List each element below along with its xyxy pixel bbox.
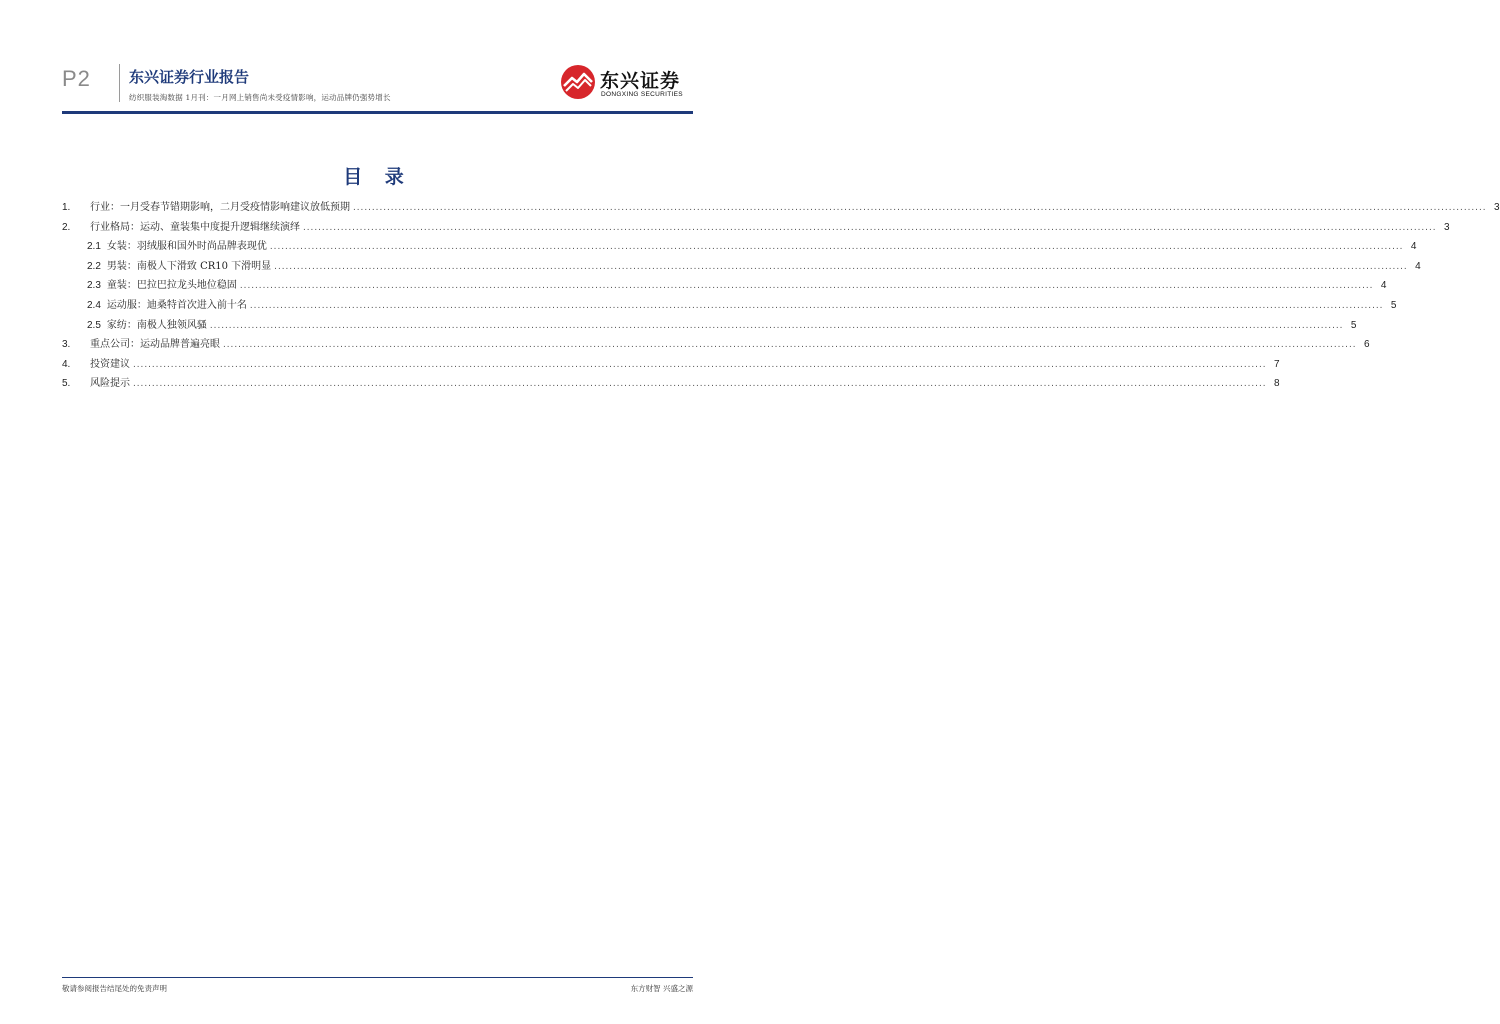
toc-entry-page: 7	[1273, 358, 1280, 370]
toc-entry-text: 运动服：迪桑特首次进入前十名	[106, 299, 247, 311]
toc-title: 目 录	[343, 166, 412, 188]
toc-dot-leader: ............................................................................................................................................................................................................................................................................................................	[353, 202, 1487, 213]
toc-entry-text: 行业：一月受春节错期影响，二月受疫情影响建议放低预期	[90, 202, 350, 213]
toc-entry-text: 行业格局：运动、童装集中度提升逻辑继续演绎	[90, 221, 300, 233]
toc-dot-leader: ............................................................................................................................................................................................................................................................................................................	[249, 299, 1384, 311]
toc-entry[interactable]	[62, 198, 1500, 218]
toc-entry-number: 4.	[62, 358, 71, 370]
toc-entry[interactable]	[62, 218, 1450, 238]
report-subtitle: 纺织服装淘数据 1月刊：一月网上销售尚未受疫情影响，运动品牌仍强势增长	[129, 93, 391, 102]
toc-entry-page: 4	[1415, 260, 1421, 272]
toc-entry-text: 重点公司：运动品牌普遍亮眼	[90, 339, 220, 351]
toc-entry-number: 2.3	[87, 280, 101, 292]
company-logo	[560, 62, 700, 102]
toc-dot-leader: ............................................................................................................................................................................................................................................................................................................	[133, 358, 1267, 370]
toc-entry[interactable]	[62, 276, 1387, 296]
toc-entry-number: 2.1	[87, 241, 101, 253]
toc-entry-page: 4	[1410, 241, 1417, 253]
toc-entry[interactable]	[62, 257, 1421, 277]
logo-cn-text: 东兴证券	[600, 70, 681, 92]
toc-dot-leader: ............................................................................................................................................................................................................................................................................................................	[303, 221, 1437, 233]
toc-entry-text: 投资建议	[90, 358, 130, 370]
toc-entry-page: 3	[1443, 221, 1450, 233]
table-of-contents	[62, 198, 1500, 394]
toc-entry-page: 5	[1390, 299, 1397, 311]
toc-dot-leader: ............................................................................................................................................................................................................................................................................................................	[223, 339, 1357, 351]
toc-entry-text: 女装：羽绒服和国外时尚品牌表现优	[106, 241, 267, 253]
toc-entry[interactable]	[62, 335, 1370, 355]
header-rule	[62, 111, 693, 114]
toc-entry-number: 1.	[62, 202, 71, 213]
toc-entry-page: 8	[1273, 378, 1280, 390]
toc-entry[interactable]	[62, 296, 1397, 316]
toc-entry-number: 5.	[62, 378, 71, 390]
toc-entry-page: 4	[1380, 280, 1387, 292]
toc-dot-leader: ............................................................................................................................................................................................................................................................................................................	[274, 260, 1408, 272]
toc-entry-text: 童装：巴拉巴拉龙头地位稳固	[106, 280, 237, 292]
toc-entry-text: 男装：南极人下滑致 CR10 下滑明显	[106, 260, 272, 272]
toc-entry[interactable]	[62, 355, 1280, 375]
toc-dot-leader: ............................................................................................................................................................................................................................................................................................................	[239, 280, 1374, 292]
toc-entry-number: 2.4	[87, 299, 101, 311]
toc-entry-text: 家纺：南极人独领风骚	[106, 319, 207, 331]
report-title: 东兴证券行业报告	[129, 68, 250, 86]
toc-entry-number: 2.2	[87, 260, 101, 272]
toc-dot-leader: ............................................................................................................................................................................................................................................................................................................	[209, 319, 1344, 331]
toc-entry[interactable]	[62, 374, 1280, 394]
footer-disclaimer: 敬请参阅报告结尾处的免责声明	[62, 984, 167, 993]
toc-entry-number: 2.5	[87, 319, 101, 331]
footer-rule	[62, 977, 693, 978]
toc-entry-page: 3	[1493, 202, 1500, 213]
toc-entry[interactable]	[62, 237, 1417, 257]
logo-emblem-icon	[560, 64, 596, 100]
logo-en-text: DONGXING SECURITIES	[601, 91, 683, 98]
toc-dot-leader: ............................................................................................................................................................................................................................................................................................................	[269, 241, 1404, 253]
toc-dot-leader: ............................................................................................................................................................................................................................................................................................................	[133, 378, 1267, 390]
toc-entry-number: 2.	[62, 221, 71, 233]
toc-entry[interactable]	[62, 316, 1357, 336]
toc-entry-page: 6	[1363, 339, 1370, 351]
footer-slogan: 东方财智 兴盛之源	[630, 984, 693, 993]
page-number: P2	[62, 66, 91, 91]
header-divider	[119, 64, 120, 102]
toc-entry-number: 3.	[62, 339, 71, 351]
toc-entry-text: 风险提示	[90, 378, 130, 390]
toc-entry-page: 5	[1350, 319, 1357, 331]
